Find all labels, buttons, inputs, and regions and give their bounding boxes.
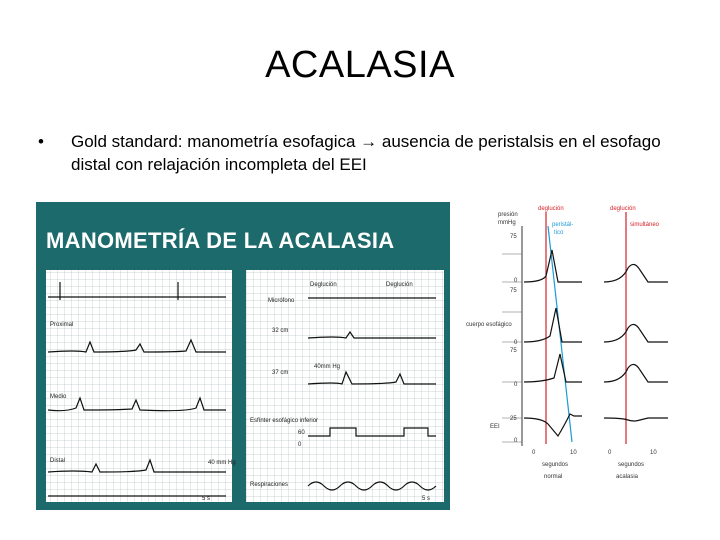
xtick-0-normal: 0 xyxy=(532,450,536,456)
label-cuerpo-esofagico: cuerpo esofágico xyxy=(466,322,512,328)
label-respiraciones: Respiraciones xyxy=(250,482,289,488)
xtick-0-acalasia: 0 xyxy=(608,450,612,456)
label-scale-mmhg: 40 mm Hg xyxy=(208,460,236,466)
ytick-75a: 75 xyxy=(510,234,517,240)
label-eei-right: EEI xyxy=(490,424,500,430)
label-32cm: 32 cm xyxy=(272,328,289,334)
label-40mmhg: 40mm Hg xyxy=(314,364,341,370)
manometry-traces xyxy=(36,202,450,510)
label-proximal: Proximal xyxy=(50,322,74,328)
label-deglucion-1: Deglución xyxy=(310,282,337,288)
slide-title: ACALASIA xyxy=(265,44,455,86)
xtick-10-normal: 10 xyxy=(570,450,577,456)
bullet-dot: • xyxy=(38,132,44,151)
label-microfono: Micrófono xyxy=(268,298,295,304)
label-time-5s-right: 5 s xyxy=(422,496,431,502)
ytick-25: 25 xyxy=(510,416,517,422)
label-deglucion-2: Deglución xyxy=(386,282,413,288)
label-presion: presión xyxy=(498,212,518,218)
ytick-0d: 0 xyxy=(514,438,518,444)
label-37cm: 37 cm xyxy=(272,370,289,376)
manometry-figure xyxy=(36,202,450,510)
label-0: 0 xyxy=(298,442,302,448)
bullet-item xyxy=(38,130,678,176)
xlabel-normal: segundos xyxy=(542,462,569,468)
label-eei: Esfínter esofágico inferior xyxy=(250,418,319,424)
label-deglucion-acalasia: deglución xyxy=(610,206,636,212)
ytick-75b: 75 xyxy=(510,288,517,294)
label-normal: normal xyxy=(544,474,563,480)
xtick-10-acalasia: 10 xyxy=(650,450,657,456)
label-deglucion-normal: deglución xyxy=(538,206,564,212)
bullet-text: Gold standard: manometría esofagica → ausencia de peristalsis en el esofago distal con relajación incompleta del EEI xyxy=(71,132,661,174)
label-60: 60 xyxy=(298,430,305,436)
label-medio: Medio xyxy=(50,394,67,400)
label-distal: Distal xyxy=(50,458,66,464)
figure-title: MANOMETRÍA DE LA ACALASIA xyxy=(46,228,395,253)
ytick-0a: 0 xyxy=(514,278,518,284)
label-time-5s: 5 s xyxy=(202,496,211,502)
comparison-figure xyxy=(462,196,680,490)
ytick-0b: 0 xyxy=(514,340,518,346)
label-peristaltico-2: tico xyxy=(554,230,564,236)
ytick-75c: 75 xyxy=(510,348,517,354)
label-acalasia: acalasia xyxy=(616,474,639,480)
label-peristaltico-1: peristál- xyxy=(552,222,574,228)
ytick-0c: 0 xyxy=(514,382,518,388)
label-mmhg: mmHg xyxy=(498,220,516,226)
label-simultaneo: simultáneo xyxy=(630,222,660,228)
comparison-traces xyxy=(462,196,680,490)
xlabel-acalasia: segundos xyxy=(618,462,645,468)
